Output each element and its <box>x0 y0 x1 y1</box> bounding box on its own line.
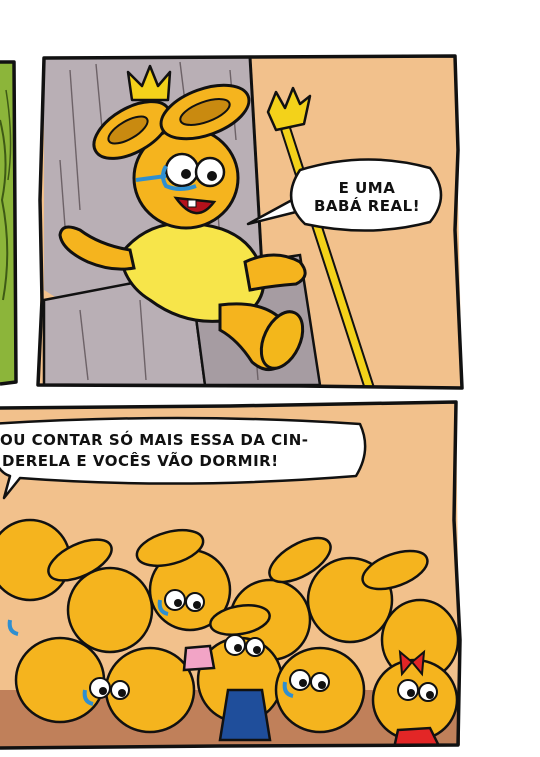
balloon-2-line-2: DERELA E VOCÊS VÃO DORMIR! <box>2 452 279 470</box>
balloon-1-line-2: BABÁ REAL! <box>313 197 421 215</box>
balloon-1-line-1: E UMA <box>338 179 396 197</box>
balloon-2-line-1: OU CONTAR SÓ MAIS ESSA DA CIN- <box>0 431 309 449</box>
